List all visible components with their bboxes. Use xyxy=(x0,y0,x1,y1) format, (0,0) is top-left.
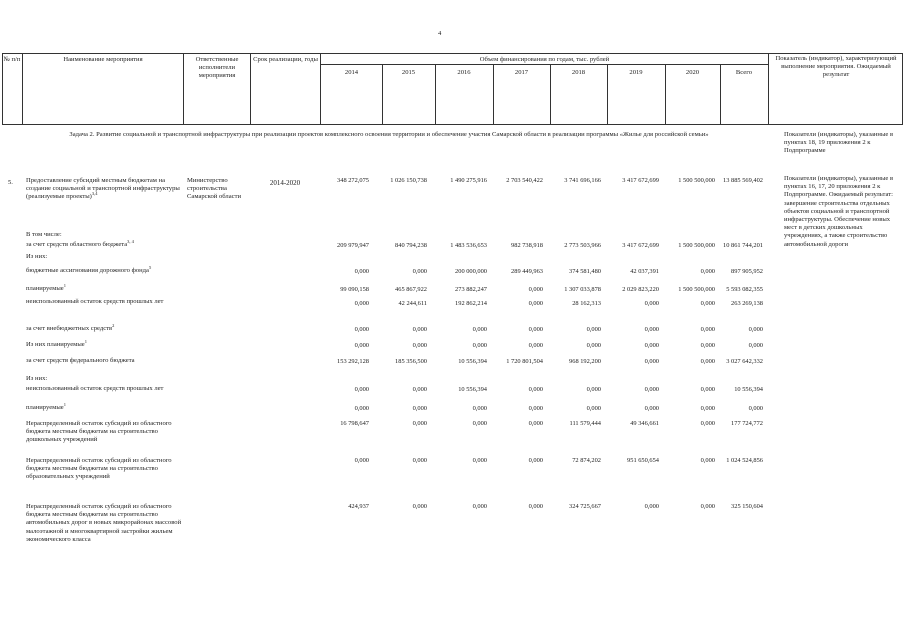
row-value: 0,000 xyxy=(412,457,427,464)
row-label: за счет средств областного бюджета$^{3, 4}$ xyxy=(26,238,134,248)
row-value: 273 882,247 xyxy=(455,286,487,293)
row-value: 0,000 xyxy=(586,405,601,412)
row-value: 192 862,214 xyxy=(455,300,487,307)
row-value: 0,000 xyxy=(586,326,601,333)
row-value: 0,000 xyxy=(354,342,369,349)
row-label: бюджетные ассигнования дорожного фонда$^5$ xyxy=(26,264,152,274)
header-name: Наименование мероприятия xyxy=(63,56,143,63)
row-value: 49 346,661 xyxy=(630,420,659,427)
row-value: 0,000 xyxy=(412,503,427,510)
row-value: 0,000 xyxy=(644,300,659,307)
row-value: 289 449,963 xyxy=(511,268,543,275)
row-value: 0,000 xyxy=(700,405,715,412)
row-label: В том числе: xyxy=(26,231,62,238)
row-value: 0,000 xyxy=(528,405,543,412)
row-value: 0,000 xyxy=(412,420,427,427)
row-value: 0,000 xyxy=(700,342,715,349)
row-value: 0,000 xyxy=(586,386,601,393)
row-value: 348 272,075 xyxy=(337,177,369,184)
row-value: 42 037,391 xyxy=(630,268,659,275)
row-label-sup: 1 xyxy=(84,338,87,344)
row-value: 16 798,647 xyxy=(340,420,369,427)
year-2015: 2015 xyxy=(401,69,416,76)
row-value: 3 027 642,332 xyxy=(726,358,763,365)
row-value: 465 867,922 xyxy=(395,286,427,293)
row-value: 0,000 xyxy=(412,405,427,412)
row-label: неиспользованный остаток средств прошлых лет xyxy=(26,385,164,392)
row-label-sup: 2 xyxy=(112,322,115,328)
row-value: 0,000 xyxy=(472,405,487,412)
row-value: 0,000 xyxy=(700,300,715,307)
row-value: 3 417 672,699 xyxy=(622,177,659,184)
row-value: 200 000,000 xyxy=(455,268,487,275)
item-indicator: Показатели (индикаторы), указанные в пунктах 16, 17, 20 приложения 2 к Подпрограмме. Ожидаемый результат: завершение строительства отдельных объектов социальной и транспортной инфраструктуры. Обеспечение новых мест в детских дошкольных учреждениях, а также строительство автомобильной дороги xyxy=(784,175,894,248)
row-value: 153 292,128 xyxy=(337,358,369,365)
row-value: 3 417 672,699 xyxy=(622,242,659,249)
row-value: 1 720 801,504 xyxy=(506,358,543,365)
task-indicator: Показатели (индикаторы), указанные в пунктах 18, 19 приложения 2 к Подпрограмме xyxy=(784,131,894,155)
row-value: 10 861 744,201 xyxy=(723,242,763,249)
row-value: 1 026 150,738 xyxy=(390,177,427,184)
row-value: 0,000 xyxy=(472,342,487,349)
row-value: 0,000 xyxy=(644,503,659,510)
header-term: Срок реализации, годы xyxy=(253,56,318,63)
row-value: 982 738,918 xyxy=(511,242,543,249)
row-value: 0,000 xyxy=(700,420,715,427)
header-funding: Объем финансирования по годам, тыс. рублей xyxy=(479,56,610,63)
row-value: 1 024 524,856 xyxy=(726,457,763,464)
row-value: 0,000 xyxy=(644,405,659,412)
row-value: 0,000 xyxy=(412,326,427,333)
row-value: 0,000 xyxy=(354,457,369,464)
row-value: 0,000 xyxy=(700,457,715,464)
row-value: 0,000 xyxy=(472,326,487,333)
row-value: 0,000 xyxy=(354,405,369,412)
row-value: 0,000 xyxy=(472,503,487,510)
row-value: 99 090,158 xyxy=(340,286,369,293)
row-value: 0,000 xyxy=(354,386,369,393)
page-number: 4 xyxy=(438,30,442,37)
row-value: 28 162,313 xyxy=(572,300,601,307)
header-indicator: Показатель (индикатор), характеризующий выполнение мероприятия. Ожидаемый результат xyxy=(775,55,897,79)
row-value: 3 741 696,166 xyxy=(564,177,601,184)
row-value: 0,000 xyxy=(700,503,715,510)
row-label: планируемые$^1$ xyxy=(26,401,66,411)
row-value: 0,000 xyxy=(748,326,763,333)
year-2020: 2020 xyxy=(685,69,700,76)
row-value: 0,000 xyxy=(700,326,715,333)
row-value: 1 307 033,878 xyxy=(564,286,601,293)
row-label-sup: 1 xyxy=(63,401,66,407)
row-value: 0,000 xyxy=(354,268,369,275)
row-label: за счет средств федерального бюджета xyxy=(26,357,135,364)
row-value: 1 500 500,000 xyxy=(678,177,715,184)
task-text: Задача 2. Развитие социальной и транспортной инфраструктуры при реализации проектов комплексного освоения территории и обеспечение участия Самарской области в реализации программы «Жилье для российской семьи» xyxy=(69,131,709,138)
item-responsible: Министерство строительства Самарской области xyxy=(187,177,241,201)
row-value: 2 029 823,220 xyxy=(622,286,659,293)
year-2017: 2017 xyxy=(514,69,529,76)
row-value: 10 556,394 xyxy=(458,386,487,393)
row-value: 0,000 xyxy=(700,268,715,275)
row-value: 0,000 xyxy=(528,342,543,349)
row-value: 1 500 500,000 xyxy=(678,242,715,249)
row-value: 72 874,202 xyxy=(572,457,601,464)
row-value: 840 794,238 xyxy=(395,242,427,249)
row-value: 897 905,952 xyxy=(731,268,763,275)
year-2014: 2014 xyxy=(344,69,359,76)
row-value: 0,000 xyxy=(586,342,601,349)
row-value: 263 269,138 xyxy=(731,300,763,307)
item-name: Предоставление субсидий местным бюджетам на создание социальной и транспортной инфраструктуры (реализуемые проекты)$^{3,4}$ xyxy=(26,177,180,201)
header-num: № п/п xyxy=(3,56,21,63)
row-value: 0,000 xyxy=(472,457,487,464)
row-value: 0,000 xyxy=(528,300,543,307)
row-value: 0,000 xyxy=(644,326,659,333)
row-value: 2 703 540,422 xyxy=(506,177,543,184)
row-value: 0,000 xyxy=(748,405,763,412)
row-value: 0,000 xyxy=(528,457,543,464)
row-value: 111 579,444 xyxy=(569,420,601,427)
row-label: Из них: xyxy=(26,253,48,260)
row-label: планируемые$^1$ xyxy=(26,282,66,292)
row-value: 0,000 xyxy=(412,386,427,393)
row-label: Нераспределенный остаток субсидий из областного бюджета местным бюджетам на строительство дошкольных учреждений xyxy=(26,420,172,444)
row-label-sup: 5 xyxy=(148,264,152,270)
row-value: 13 885 569,402 xyxy=(723,177,763,184)
row-value: 2 773 503,966 xyxy=(564,242,601,249)
row-value: 325 150,604 xyxy=(731,503,763,510)
row-label: Нераспределенный остаток субсидий из областного бюджета местным бюджетам на строительство образовательных учреждений xyxy=(26,457,172,481)
row-value: 1 483 536,653 xyxy=(450,242,487,249)
row-value: 10 556,394 xyxy=(734,386,763,393)
row-value: 0,000 xyxy=(412,342,427,349)
row-value: 209 979,947 xyxy=(337,242,369,249)
row-label-sup: 1 xyxy=(63,282,66,288)
item-number: 5. xyxy=(8,179,13,186)
row-value: 0,000 xyxy=(528,420,543,427)
item-term: 2014-2020 xyxy=(269,179,301,187)
row-value: 1 490 275,916 xyxy=(450,177,487,184)
row-value: 5 593 082,355 xyxy=(726,286,763,293)
row-label-sup: 3, 4 xyxy=(127,238,134,244)
row-value: 0,000 xyxy=(528,386,543,393)
item-name-sup: 3,4 xyxy=(91,191,98,197)
row-value: 424,937 xyxy=(348,503,369,510)
row-label: за счет внебюджетных средств$^2$ xyxy=(26,322,115,332)
row-value: 0,000 xyxy=(748,342,763,349)
header-resp: Ответственные исполнители мероприятия xyxy=(195,56,239,80)
row-value: 185 356,500 xyxy=(395,358,427,365)
row-value: 0,000 xyxy=(644,358,659,365)
row-value: 0,000 xyxy=(644,386,659,393)
row-label: неиспользованный остаток средств прошлых лет xyxy=(26,298,164,305)
row-value: 1 500 500,000 xyxy=(678,286,715,293)
row-value: 0,000 xyxy=(700,358,715,365)
year-2016: 2016 xyxy=(457,69,471,76)
row-value: 0,000 xyxy=(412,268,427,275)
row-value: 0,000 xyxy=(528,503,543,510)
row-value: 0,000 xyxy=(472,420,487,427)
year-2019: 2019 xyxy=(629,69,643,76)
row-label: Из них планируемые$^1$ xyxy=(26,338,87,348)
row-label: Из них: xyxy=(26,375,48,382)
row-value: 951 650,654 xyxy=(627,457,659,464)
year-2018: 2018 xyxy=(571,69,586,76)
row-value: 0,000 xyxy=(354,300,369,307)
row-value: 324 725,667 xyxy=(569,503,601,510)
row-value: 42 244,611 xyxy=(398,300,427,307)
row-value: 968 192,200 xyxy=(569,358,601,365)
row-value: 0,000 xyxy=(528,326,543,333)
row-label: Нераспределенный остаток субсидий из областного бюджета местным бюджетам на строительство автомобильных дорог в новых микрорайонах массовой малоэтажной и многоквартирной застройки жильем экономического класса xyxy=(26,503,182,543)
row-value: 374 581,480 xyxy=(569,268,601,275)
row-value: 177 724,772 xyxy=(731,420,763,427)
row-value: 0,000 xyxy=(354,326,369,333)
row-value: 0,000 xyxy=(528,286,543,293)
row-value: 0,000 xyxy=(700,386,715,393)
row-value: 0,000 xyxy=(644,342,659,349)
year-total: Всего xyxy=(735,69,753,76)
row-value: 10 556,394 xyxy=(458,358,487,365)
